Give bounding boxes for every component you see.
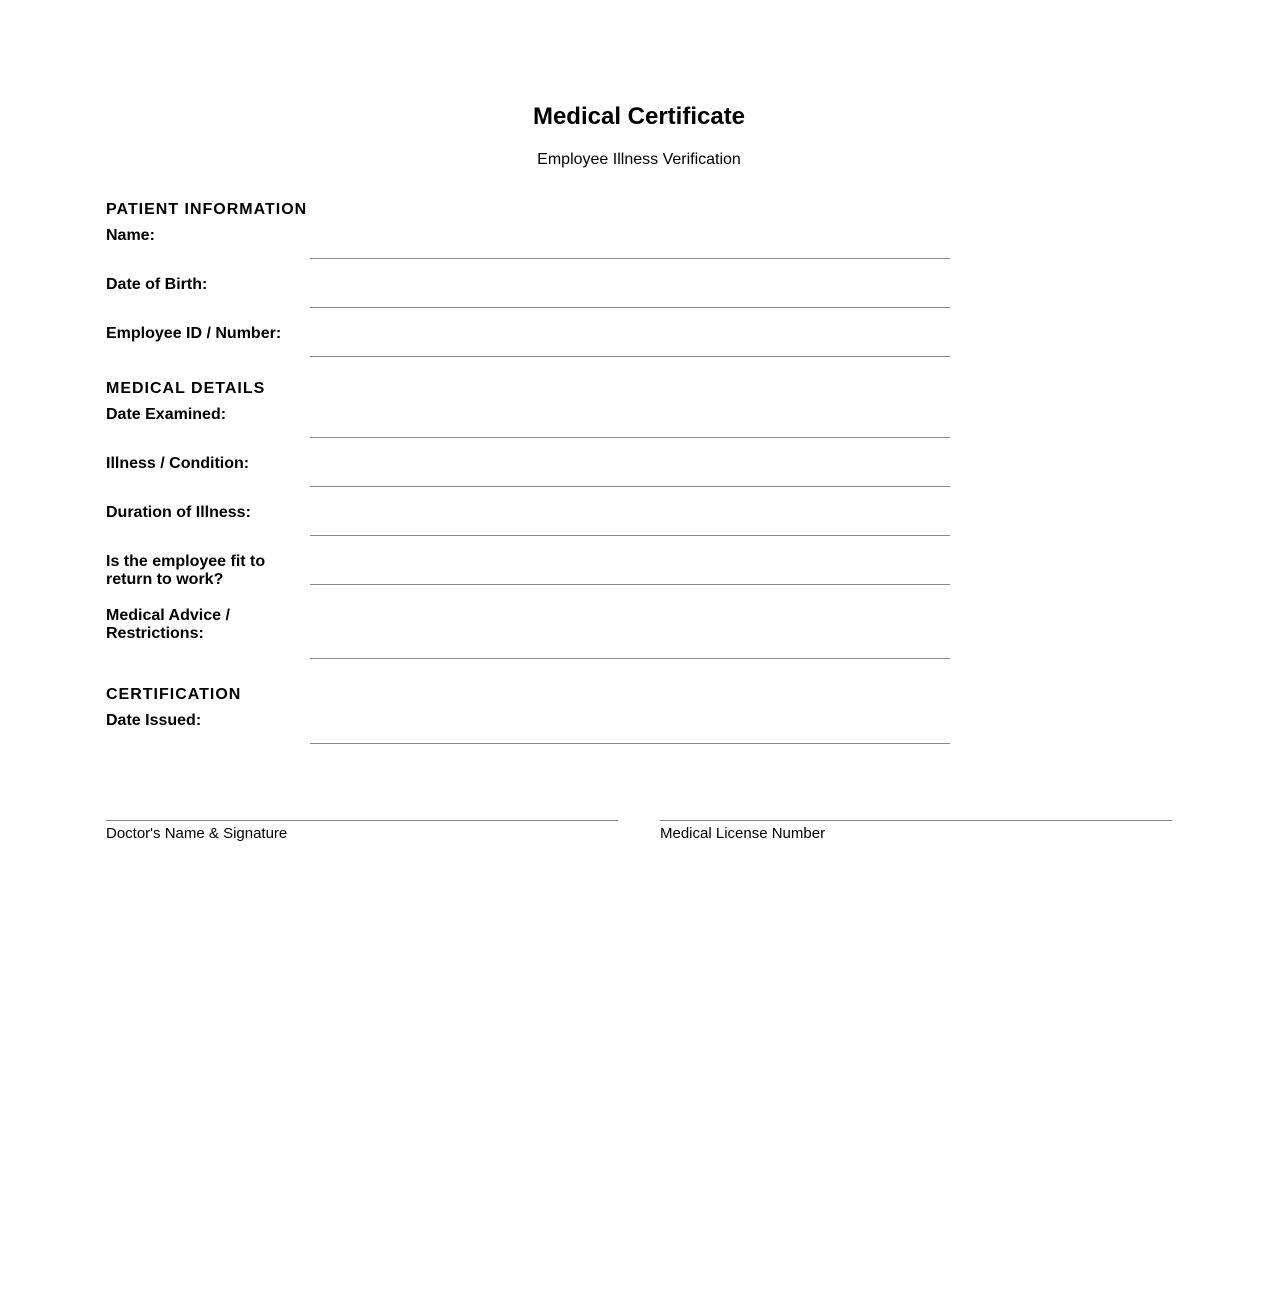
field-label-date-of-birth: Date of Birth:	[106, 276, 208, 293]
field-label-illness-condition: Illness / Condition:	[106, 455, 250, 472]
field-label-name: Name:	[106, 227, 155, 244]
field-input-name[interactable]	[310, 258, 950, 259]
field-input-medical-advice[interactable]	[310, 658, 950, 659]
section-heading-patient-information: PATIENT INFORMATION	[106, 201, 308, 218]
section-heading-certification: CERTIFICATION	[106, 686, 242, 703]
field-label-fit-to-return: Is the employee fit to return to work?	[106, 553, 266, 588]
field-input-duration-of-illness[interactable]	[310, 535, 950, 536]
doctor-signature-label: Doctor's Name & Signature	[106, 825, 288, 842]
field-label-date-issued: Date Issued:	[106, 712, 202, 729]
license-number-line[interactable]	[660, 820, 1172, 821]
document-title: Medical Certificate	[532, 103, 746, 130]
field-input-date-issued[interactable]	[310, 743, 950, 744]
field-input-employee-id[interactable]	[310, 356, 950, 357]
field-input-date-of-birth[interactable]	[310, 307, 950, 308]
field-input-fit-to-return[interactable]	[310, 584, 950, 585]
field-label-employee-id: Employee ID / Number:	[106, 325, 282, 342]
doctor-signature-line[interactable]	[106, 820, 618, 821]
document-subtitle: Employee Illness Verification	[537, 151, 741, 168]
field-label-date-examined: Date Examined:	[106, 406, 227, 423]
field-input-illness-condition[interactable]	[310, 486, 950, 487]
field-input-date-examined[interactable]	[310, 437, 950, 438]
field-label-duration-of-illness: Duration of Illness:	[106, 504, 251, 521]
section-heading-medical-details: MEDICAL DETAILS	[106, 380, 266, 397]
license-number-label: Medical License Number	[660, 825, 826, 842]
field-label-medical-advice: Medical Advice / Restrictions:	[106, 607, 230, 642]
